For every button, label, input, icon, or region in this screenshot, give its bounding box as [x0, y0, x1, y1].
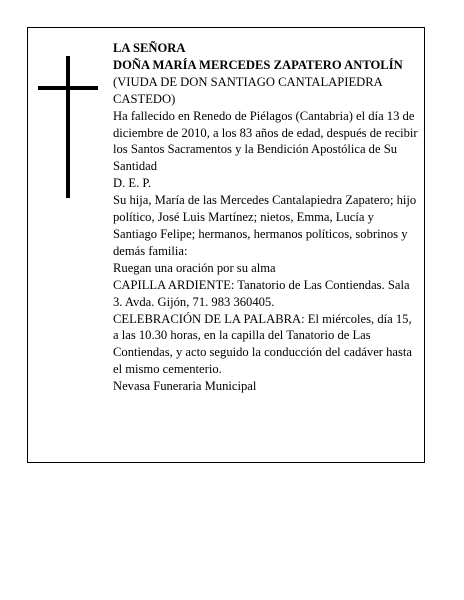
death-notice: Ha fallecido en Renedo de Piélagos (Cantabria) el día 13 de diciembre de 2010, a los 83 años de edad, después de recibir los Santos Sacramentos y la Bendición Apostólica de Su Santidad	[113, 108, 418, 174]
widow-of: (VIUDA DE DON SANTIAGO CANTALAPIEDRA CASTEDO)	[113, 74, 383, 106]
prayer-request: Ruegan una oración por su alma	[113, 260, 276, 275]
cross-horizontal-bar	[38, 86, 98, 90]
obituary-text	[113, 40, 419, 395]
family-list: Su hija, María de las Mercedes Cantalapiedra Zapatero; hijo político, José Luis Martínez; nietos, Emma, Lucía y Santiago Felipe; hermanos, hermanos políticos, sobrinos y demás familia:	[113, 193, 417, 258]
celebration-info: CELEBRACIÓN DE LA PALABRA: El miércoles, día 15, a las 10.30 horas, en la capilla del Tanatorio de Las Contiendas, y acto seguido la conducción del cadáver hasta el mismo cementerio.	[113, 311, 412, 377]
rip-text: D. E. P.	[113, 176, 152, 191]
title-line-1: LA SEÑORA	[113, 41, 186, 55]
deceased-name: DOÑA MARÍA MERCEDES ZAPATERO ANTOLÍN	[113, 57, 403, 72]
chapel-info: CAPILLA ARDIENTE: Tanatorio de Las Contiendas. Sala 3. Avda. Gijón, 71. 983 360405.	[113, 277, 410, 309]
funeral-home: Nevasa Funeraria Municipal	[113, 379, 257, 394]
obituary-notice	[27, 27, 425, 463]
cross-icon	[38, 56, 98, 198]
cross-vertical-bar	[66, 56, 70, 198]
